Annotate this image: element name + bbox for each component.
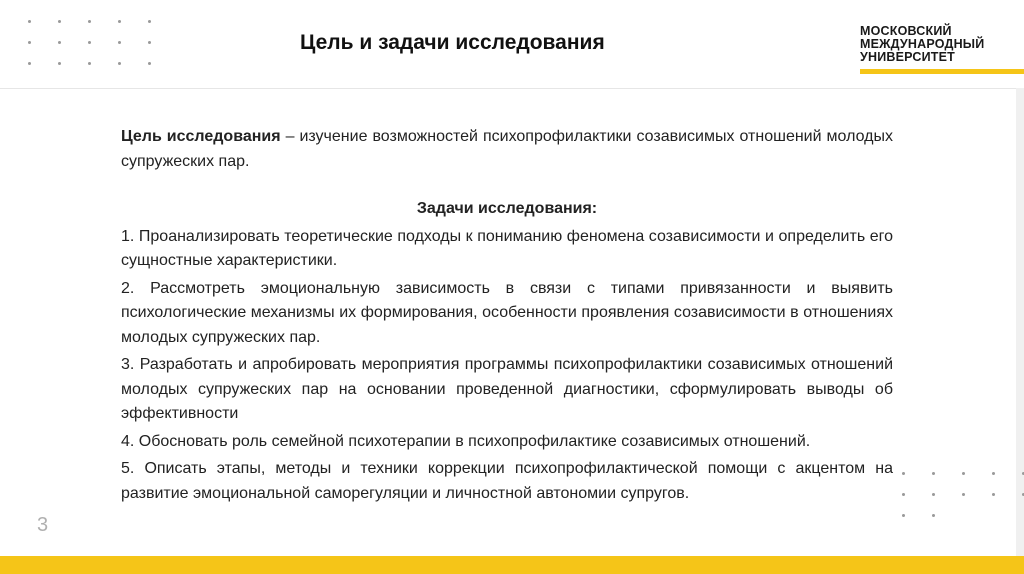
logo-line-1: МОСКОВСКИЙ [860,24,952,38]
dot [962,472,965,475]
goal-text: – изучение возможностей психопрофилактики созависимых отношений молодых супружеских пар. [121,128,893,170]
dot [902,472,905,475]
dot [148,20,151,23]
goal-label: Цель исследования [121,128,281,145]
page-number: 3 [37,514,49,536]
dot [148,62,151,65]
dot [932,472,935,475]
dot [148,41,151,44]
dot [932,514,935,517]
task-item-4: 4. Обосновать роль семейной психотерапии в психопрофилактике созависимых отношений. [121,432,811,450]
logo-line-3: УНИВЕРСИТЕТ [860,50,955,64]
bottom-accent-bar [0,556,1024,574]
dot [118,20,121,23]
dot [58,62,61,65]
dot [28,62,31,65]
slide-content [121,125,893,506]
dot [28,41,31,44]
logo-line-2: МЕЖДУНАРОДНЫЙ [860,37,985,51]
task-item-2: 2. Рассмотреть эмоциональную зависимость в связи с типами привязанности и выявить психологические механизмы их формирования, особенности проявления созависимости в отношениях молодых супружеских пар. [121,279,893,346]
header-divider [0,88,1024,89]
university-logo [860,25,1010,64]
dot [58,41,61,44]
dot [992,472,995,475]
dot [932,493,935,496]
dot [992,493,995,496]
dot [902,514,905,517]
research-goal [121,125,893,174]
dot [58,20,61,23]
decorative-dot-grid-top-left [28,20,152,65]
task-item-1: 1. Проанализировать теоретические подходы к пониманию феномена созависимости и определить его сущностные характеристики. [121,227,893,269]
dot [88,20,91,23]
task-item-5: 5. Описать этапы, методы и техники коррекции психопрофилактической помощи с акцентом на развитие эмоциональной саморегуляции и личностной автономии супругов. [121,460,893,502]
dot [88,62,91,65]
decorative-dot-grid-bottom-right [902,472,1024,517]
dot [118,41,121,44]
dot [88,41,91,44]
dot [28,20,31,23]
dot [962,493,965,496]
dot [902,493,905,496]
slide-title: Цель и задачи исследования [300,31,605,54]
tasks-heading: Задачи исследования: [416,200,598,217]
dot [118,62,121,65]
logo-accent-bar [860,69,1024,74]
task-item-3: 3. Разработать и апробировать мероприятия программы психопрофилактики созависимых отношений молодых супружеских пар на основании проведенной диагностики, сформулировать выводы об эффективности [121,356,893,422]
